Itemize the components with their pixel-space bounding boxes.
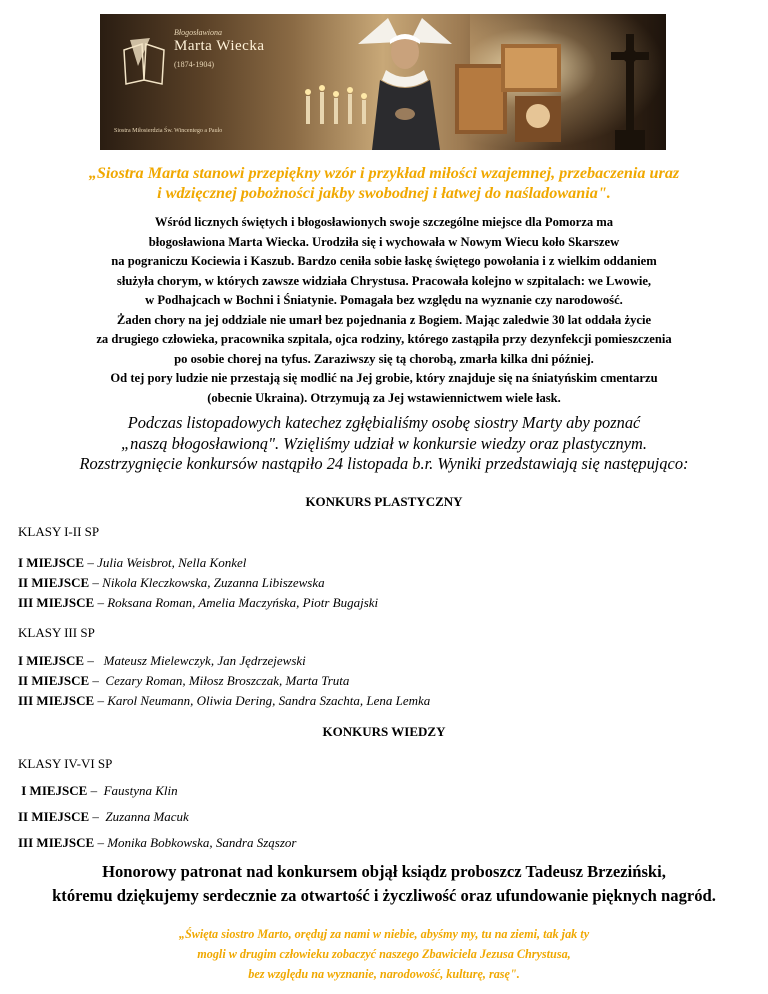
quote-bottom-line: „Święta siostro Marto, orędųj za nami w niebie, abyśmy my, tu na ziemi, tak jak ty <box>178 927 590 941</box>
winner-names: Roksana Roman, Amelia Maczyńska, Piotr Bugajski <box>107 595 379 610</box>
separator: – <box>94 595 108 610</box>
winner-names: Karol Neumann, Oliwia Dering, Sandra Szachta, Lena Lemka <box>107 693 431 708</box>
place-label: II MIEJSCE <box>18 809 90 824</box>
intro-line: Podczas listopadowych katechez zgłębialiśmy osobę siostry Marty aby poznać <box>127 413 641 432</box>
patron-line: Honorowy patronat nad konkursem objął ksiądz proboszcz Tadeusz Brzeziński, <box>102 862 666 881</box>
banner-years: (1874-1904) <box>174 60 214 69</box>
place-label: III MIEJSCE <box>18 595 95 610</box>
class-label: KLASY IV-VI SP <box>18 756 113 771</box>
result-row <box>18 830 296 856</box>
quote-bottom-line: mogli w drugim człowieku zobaczyć naszego Zbawiciela Jezusa Chrystusa, <box>197 947 571 961</box>
bio-line: po osobie chorej na tyfus. Zaraziwszy się tą chorobą, zmarła kilka dni później. <box>174 351 594 366</box>
separator: – <box>89 673 106 688</box>
place-label: I MIEJSCE <box>18 783 88 798</box>
class-label: KLASY I-II SP <box>18 524 100 539</box>
separator: – <box>84 555 98 570</box>
bio-line: (obecnie Ukraina). Otrzymują za Jej wstawiennictwem wiele łask. <box>207 390 561 405</box>
patron-line: któremu dziękujemy serdecznie za otwartość i życzliwość oraz ufundowanie pięknych nagród. <box>52 886 716 905</box>
class-label: KLASY III SP <box>18 625 95 640</box>
nun-portrait <box>350 14 460 150</box>
bio-line: Wśród licznych świętych i błogosławionych swoje szczególne miejsce dla Pomorza ma <box>154 215 614 229</box>
place-label: I MIEJSCE <box>18 653 85 668</box>
intro-line: Rozstrzygnięcie konkursów nastąpiło 24 listopada b.r. Wyniki przedstawiają się następująco: <box>79 454 689 473</box>
separator: – <box>84 653 104 668</box>
cross-monument-image <box>605 34 655 150</box>
winner-names: Cezary Roman, Miłosz Broszczak, Marta Truta <box>105 673 350 688</box>
result-row <box>18 804 296 830</box>
biography-paragraph <box>0 213 768 408</box>
winner-names: Nikola Kleczkowska, Zuzanna Libiszewska <box>102 575 325 590</box>
winner-names: Faustyna Klin <box>103 783 178 798</box>
open-book-icon <box>120 36 168 86</box>
result-row <box>18 671 430 691</box>
quote-top <box>0 163 768 203</box>
patron-acknowledgement <box>0 860 768 908</box>
contest-art-title: KONKURS PLASTYCZNY <box>305 494 463 509</box>
place-label: I MIEJSCE <box>18 555 85 570</box>
intro-paragraph <box>0 413 768 475</box>
bio-line: za drugiego człowieka, pracownika szpitala, ojca rodziny, którego zastąpiła przy dezynfekcji pomieszczenia <box>96 332 672 346</box>
header-banner <box>100 14 666 150</box>
contest-knowledge-title: KONKURS WIEDZY <box>322 724 446 739</box>
place-label: II MIEJSCE <box>18 673 90 688</box>
bio-line: w Podhajcach w Bochni i Śniatynie. Pomagała bez względu na wyznanie czy narodowość. <box>145 293 623 307</box>
quote-bottom-line: bez względu na wyznanie, narodowość, kulturę, rasę". <box>248 967 520 981</box>
result-row <box>18 593 378 613</box>
separator: – <box>87 783 104 798</box>
result-row <box>18 778 296 804</box>
separator: – <box>89 809 106 824</box>
result-row <box>18 573 378 593</box>
result-row <box>18 691 430 711</box>
place-label: II MIEJSCE <box>18 575 90 590</box>
separator: – <box>94 693 108 708</box>
bio-line: Od tej pory ludzie nie przestają się modlić na Jej grobie, który znajduje się na śniatyńskim cmentarzu <box>110 371 658 385</box>
quote-bottom <box>0 924 768 984</box>
bio-line: na pograniczu Kociewia i Kaszub. Bardzo ceniła sobie łaskę świętego powołania i z wielkim oddaniem <box>111 254 657 268</box>
place-label: III MIEJSCE <box>18 835 95 850</box>
separator: – <box>89 575 103 590</box>
bio-line: Żaden chory na jej oddziale nie umarł bez pojednania z Bogiem. Mając zaledwie 30 lat oddała życie <box>116 312 652 327</box>
bio-line: służyła chorym, w których zawsze widziała Chrystusa. Pracowała kolejno w szpitalach: we Lwowie, <box>116 273 652 288</box>
banner-subtitle: Błogosławiona <box>174 28 223 37</box>
winner-names: Zuzanna Macuk <box>105 809 189 824</box>
banner-footer: Siostra Miłosierdzia Św. Wincentego a Paulo <box>114 128 223 134</box>
result-row <box>18 553 378 573</box>
separator: – <box>94 835 108 850</box>
bio-line: błogosławiona Marta Wiecka. Urodziła się i wychowała w Nowym Wiecu koło Skarszew <box>148 234 620 249</box>
place-label: III MIEJSCE <box>18 693 95 708</box>
winner-names: Mateusz Mielewczyk, Jan Jędrzejewski <box>103 653 306 668</box>
quote-top-line: „Siostra Marta stanowi przepiękny wzór i przykład miłości wzajemnej, przebaczenia uraz <box>88 164 680 182</box>
banner-name: Marta Wiecka <box>174 38 265 54</box>
quote-top-line: i wdzięcznej pobożności jakby swobodnej i łatwej do naśladowania". <box>157 184 611 202</box>
winner-names: Julia Weisbrot, Nella Konkel <box>97 555 247 570</box>
winner-names: Monika Bobkowska, Sandra Sząszor <box>107 835 297 850</box>
results-list <box>18 778 296 856</box>
result-row <box>18 651 430 671</box>
results-list <box>18 553 378 613</box>
results-list <box>18 651 430 711</box>
photo-collage <box>455 44 575 144</box>
intro-line: „naszą błogosławioną". Wzięliśmy udział w konkursie wiedzy oraz plastycznym. <box>121 433 647 453</box>
